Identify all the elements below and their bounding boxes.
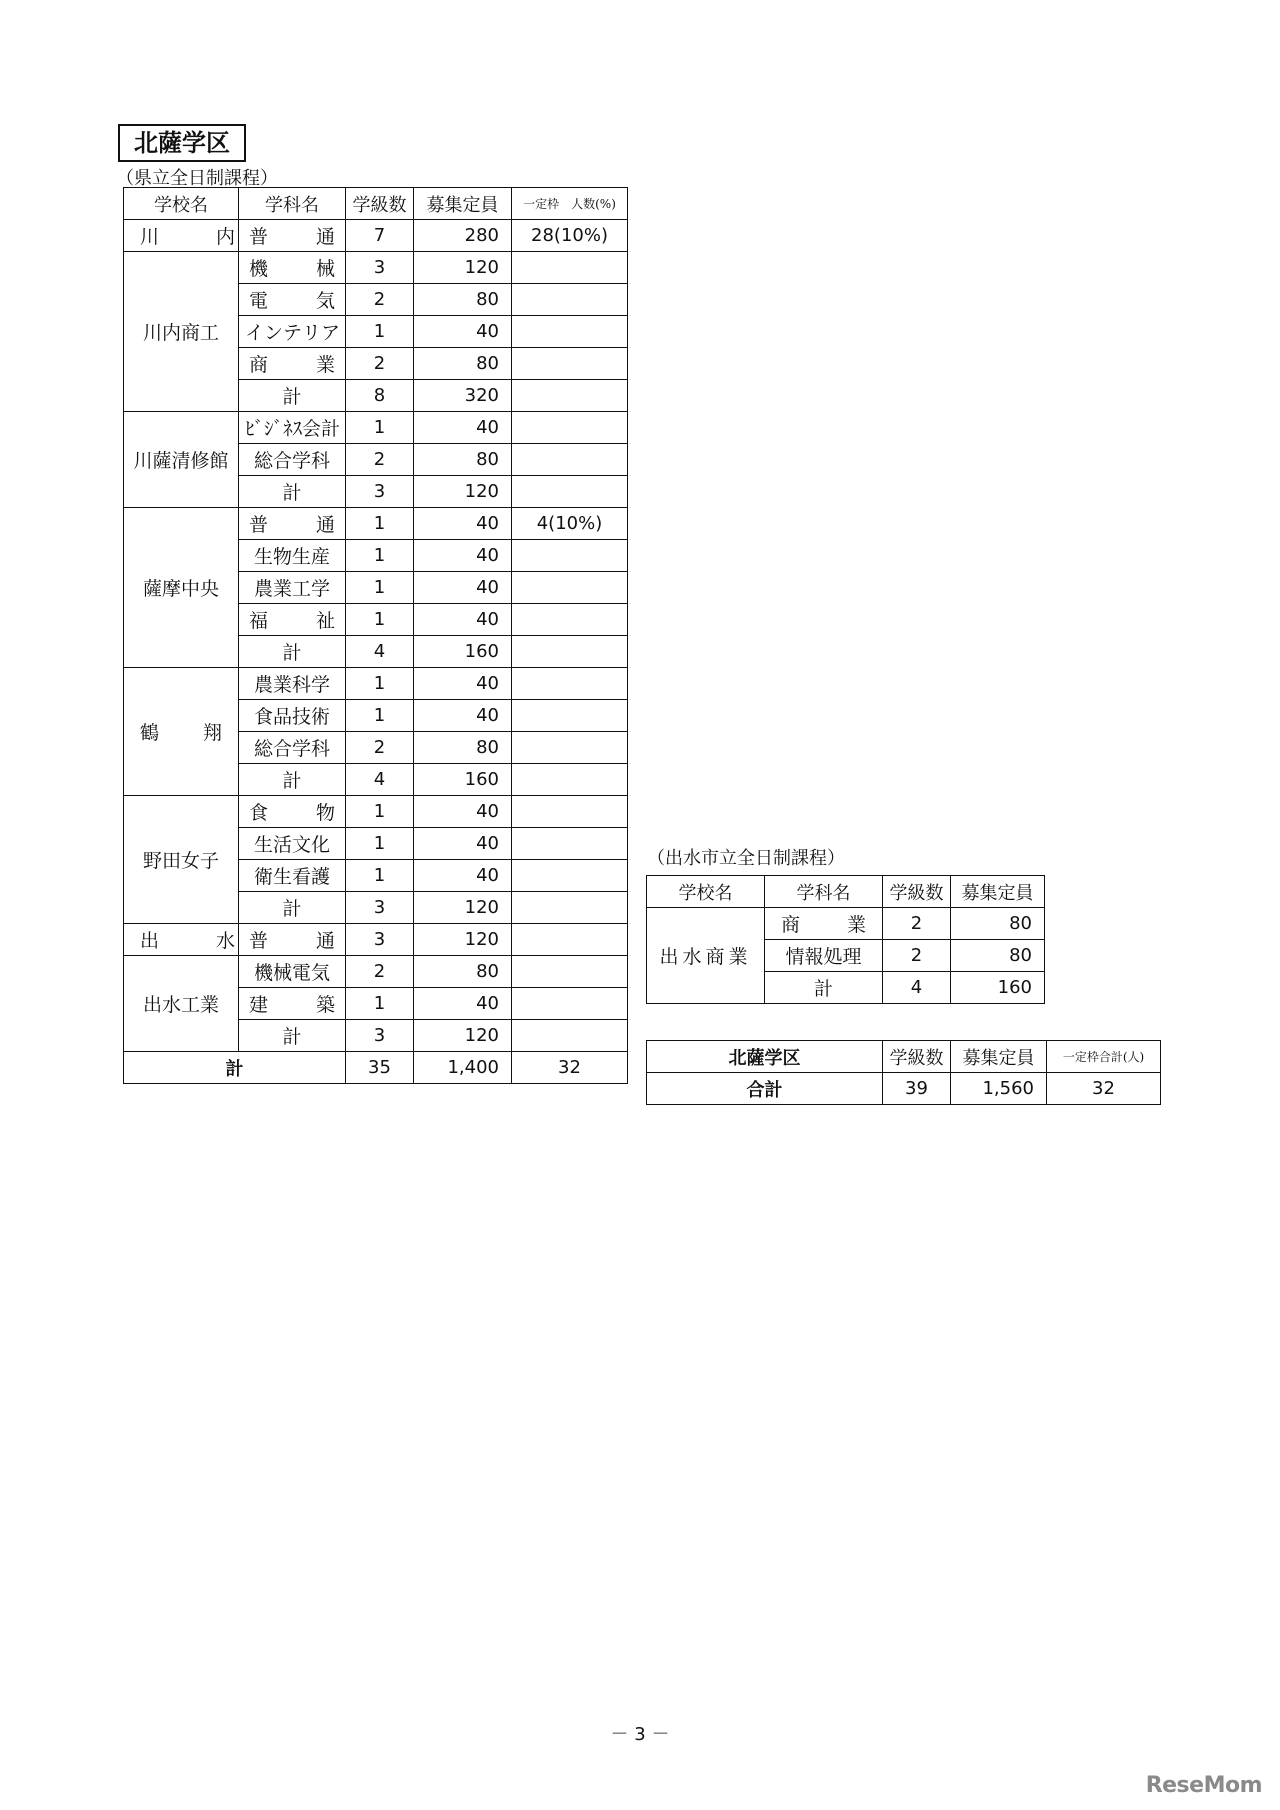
- pref-total-classes: 35: [346, 1052, 414, 1084]
- subtotal-label: 計: [239, 636, 346, 668]
- school-name: 出水工業: [124, 956, 239, 1052]
- capacity-cell: 120: [414, 892, 512, 924]
- school-name: 野田女子: [124, 796, 239, 924]
- city-header-row: [647, 876, 1045, 908]
- pref-table: [123, 187, 628, 1084]
- classes-cell: 7: [346, 220, 414, 252]
- city-table: [646, 875, 1045, 1004]
- classes-cell: 4: [346, 764, 414, 796]
- subtotal-label: 計: [239, 892, 346, 924]
- header-classes: 学級数: [346, 188, 414, 220]
- classes-cell: 1: [346, 860, 414, 892]
- table-row: [124, 796, 628, 828]
- district-title: 北薩学区: [118, 124, 246, 162]
- quota-cell: [512, 956, 628, 988]
- quota-cell: [512, 700, 628, 732]
- quota-cell: [512, 828, 628, 860]
- dept-name: 総合学科: [239, 444, 346, 476]
- classes-cell: 2: [883, 908, 951, 940]
- classes-cell: 4: [883, 972, 951, 1004]
- quota-cell: [512, 924, 628, 956]
- city-school-name: 出水商業: [647, 908, 765, 1004]
- summary-header-capacity: 募集定員: [951, 1041, 1047, 1073]
- header-capacity: 募集定員: [414, 188, 512, 220]
- classes-cell: 1: [346, 700, 414, 732]
- capacity-cell: 40: [414, 668, 512, 700]
- pref-total-quota: 32: [512, 1052, 628, 1084]
- pref-total-capacity: 1,400: [414, 1052, 512, 1084]
- dept-name: 福 祉: [239, 604, 346, 636]
- school-name: 川内商工: [124, 252, 239, 412]
- summary-header-row: [647, 1041, 1161, 1073]
- classes-cell: 2: [346, 284, 414, 316]
- school-name: 鶴 翔: [124, 668, 239, 796]
- dept-name: 電 気: [239, 284, 346, 316]
- quota-cell: [512, 284, 628, 316]
- classes-cell: 2: [883, 940, 951, 972]
- quota-cell: [512, 444, 628, 476]
- capacity-cell: 40: [414, 540, 512, 572]
- quota-cell: [512, 604, 628, 636]
- quota-cell: [512, 988, 628, 1020]
- quota-cell: [512, 636, 628, 668]
- table-row: [647, 908, 1045, 940]
- dept-name: 機 械: [239, 252, 346, 284]
- capacity-cell: 80: [414, 348, 512, 380]
- school-name: 薩摩中央: [124, 508, 239, 668]
- pref-caption: （県立全日制課程）: [116, 168, 278, 189]
- city-header-dept: 学科名: [765, 876, 883, 908]
- table-row: [124, 668, 628, 700]
- table-row: [124, 924, 628, 956]
- classes-cell: 3: [346, 1020, 414, 1052]
- dept-name: 情報処理: [765, 940, 883, 972]
- summary-header-classes: 学級数: [883, 1041, 951, 1073]
- quota-cell: [512, 252, 628, 284]
- quota-cell: 28(10%): [512, 220, 628, 252]
- classes-cell: 3: [346, 476, 414, 508]
- quota-cell: [512, 668, 628, 700]
- quota-cell: [512, 380, 628, 412]
- subtotal-label: 計: [765, 972, 883, 1004]
- city-header-school: 学校名: [647, 876, 765, 908]
- classes-cell: 1: [346, 796, 414, 828]
- watermark-logo: ReseMom: [1145, 1773, 1262, 1798]
- classes-cell: 2: [346, 956, 414, 988]
- quota-cell: [512, 476, 628, 508]
- dept-name: 衛生看護: [239, 860, 346, 892]
- header-quota: 一定枠 人数(%): [512, 188, 628, 220]
- classes-cell: 1: [346, 412, 414, 444]
- classes-cell: 3: [346, 892, 414, 924]
- pref-header-row: [124, 188, 628, 220]
- classes-cell: 2: [346, 348, 414, 380]
- capacity-cell: 40: [414, 604, 512, 636]
- capacity-cell: 120: [414, 924, 512, 956]
- quota-cell: [512, 540, 628, 572]
- dept-name: 商 業: [239, 348, 346, 380]
- table-row: [124, 252, 628, 284]
- header-dept: 学科名: [239, 188, 346, 220]
- city-caption: （出水市立全日制課程）: [647, 848, 845, 869]
- capacity-cell: 40: [414, 412, 512, 444]
- table-row: [124, 412, 628, 444]
- header-school: 学校名: [124, 188, 239, 220]
- table-row: [124, 220, 628, 252]
- school-name: 出 水: [124, 924, 239, 956]
- summary-total-classes: 39: [883, 1073, 951, 1105]
- school-name: 川薩清修館: [124, 412, 239, 508]
- summary-header-quota: 一定枠合計(人): [1047, 1041, 1161, 1073]
- capacity-cell: 320: [414, 380, 512, 412]
- capacity-cell: 80: [414, 284, 512, 316]
- table-row: [124, 508, 628, 540]
- capacity-cell: 40: [414, 508, 512, 540]
- dept-name: 食 物: [239, 796, 346, 828]
- quota-cell: [512, 412, 628, 444]
- dept-name: 食品技術: [239, 700, 346, 732]
- classes-cell: 4: [346, 636, 414, 668]
- quota-cell: [512, 1020, 628, 1052]
- summary-total-row: [647, 1073, 1161, 1105]
- quota-cell: [512, 796, 628, 828]
- classes-cell: 1: [346, 668, 414, 700]
- classes-cell: 2: [346, 444, 414, 476]
- summary-total-quota: 32: [1047, 1073, 1161, 1105]
- capacity-cell: 40: [414, 700, 512, 732]
- classes-cell: 1: [346, 540, 414, 572]
- summary-total-label: 合計: [647, 1073, 883, 1105]
- capacity-cell: 80: [951, 940, 1045, 972]
- dept-name: 商 業: [765, 908, 883, 940]
- dept-name: 普 通: [239, 508, 346, 540]
- dept-name: 農業科学: [239, 668, 346, 700]
- capacity-cell: 160: [414, 636, 512, 668]
- pref-total-row: [124, 1052, 628, 1084]
- page-number: － 3 －: [610, 1724, 670, 1745]
- dept-name: 普 通: [239, 924, 346, 956]
- dept-name: 農業工学: [239, 572, 346, 604]
- dept-name: 生物生産: [239, 540, 346, 572]
- subtotal-label: 計: [239, 764, 346, 796]
- classes-cell: 1: [346, 508, 414, 540]
- summary-table: [646, 1040, 1161, 1105]
- quota-cell: 4(10%): [512, 508, 628, 540]
- capacity-cell: 120: [414, 476, 512, 508]
- capacity-cell: 80: [414, 444, 512, 476]
- capacity-cell: 80: [414, 956, 512, 988]
- pref-total-label: 計: [124, 1052, 346, 1084]
- classes-cell: 1: [346, 988, 414, 1020]
- dept-name: 普 通: [239, 220, 346, 252]
- classes-cell: 1: [346, 316, 414, 348]
- dept-name: 建 築: [239, 988, 346, 1020]
- dept-name: 総合学科: [239, 732, 346, 764]
- capacity-cell: 280: [414, 220, 512, 252]
- table-row: [124, 956, 628, 988]
- classes-cell: 1: [346, 604, 414, 636]
- dept-name: 機械電気: [239, 956, 346, 988]
- dept-name: インテリア: [239, 316, 346, 348]
- subtotal-label: 計: [239, 1020, 346, 1052]
- capacity-cell: 40: [414, 316, 512, 348]
- capacity-cell: 40: [414, 828, 512, 860]
- school-name: 川 内: [124, 220, 239, 252]
- capacity-cell: 40: [414, 860, 512, 892]
- classes-cell: 3: [346, 924, 414, 956]
- classes-cell: 8: [346, 380, 414, 412]
- quota-cell: [512, 316, 628, 348]
- capacity-cell: 40: [414, 988, 512, 1020]
- dept-name: ﾋﾞｼﾞﾈｽ会計: [239, 412, 346, 444]
- quota-cell: [512, 892, 628, 924]
- capacity-cell: 160: [414, 764, 512, 796]
- subtotal-label: 計: [239, 476, 346, 508]
- classes-cell: 1: [346, 572, 414, 604]
- city-header-classes: 学級数: [883, 876, 951, 908]
- classes-cell: 3: [346, 252, 414, 284]
- quota-cell: [512, 764, 628, 796]
- quota-cell: [512, 732, 628, 764]
- dept-name: 生活文化: [239, 828, 346, 860]
- capacity-cell: 40: [414, 796, 512, 828]
- city-header-capacity: 募集定員: [951, 876, 1045, 908]
- capacity-cell: 120: [414, 1020, 512, 1052]
- subtotal-label: 計: [239, 380, 346, 412]
- quota-cell: [512, 348, 628, 380]
- summary-header-district: 北薩学区: [647, 1041, 883, 1073]
- classes-cell: 1: [346, 828, 414, 860]
- capacity-cell: 80: [414, 732, 512, 764]
- capacity-cell: 160: [951, 972, 1045, 1004]
- summary-total-capacity: 1,560: [951, 1073, 1047, 1105]
- capacity-cell: 40: [414, 572, 512, 604]
- capacity-cell: 120: [414, 252, 512, 284]
- quota-cell: [512, 860, 628, 892]
- quota-cell: [512, 572, 628, 604]
- classes-cell: 2: [346, 732, 414, 764]
- capacity-cell: 80: [951, 908, 1045, 940]
